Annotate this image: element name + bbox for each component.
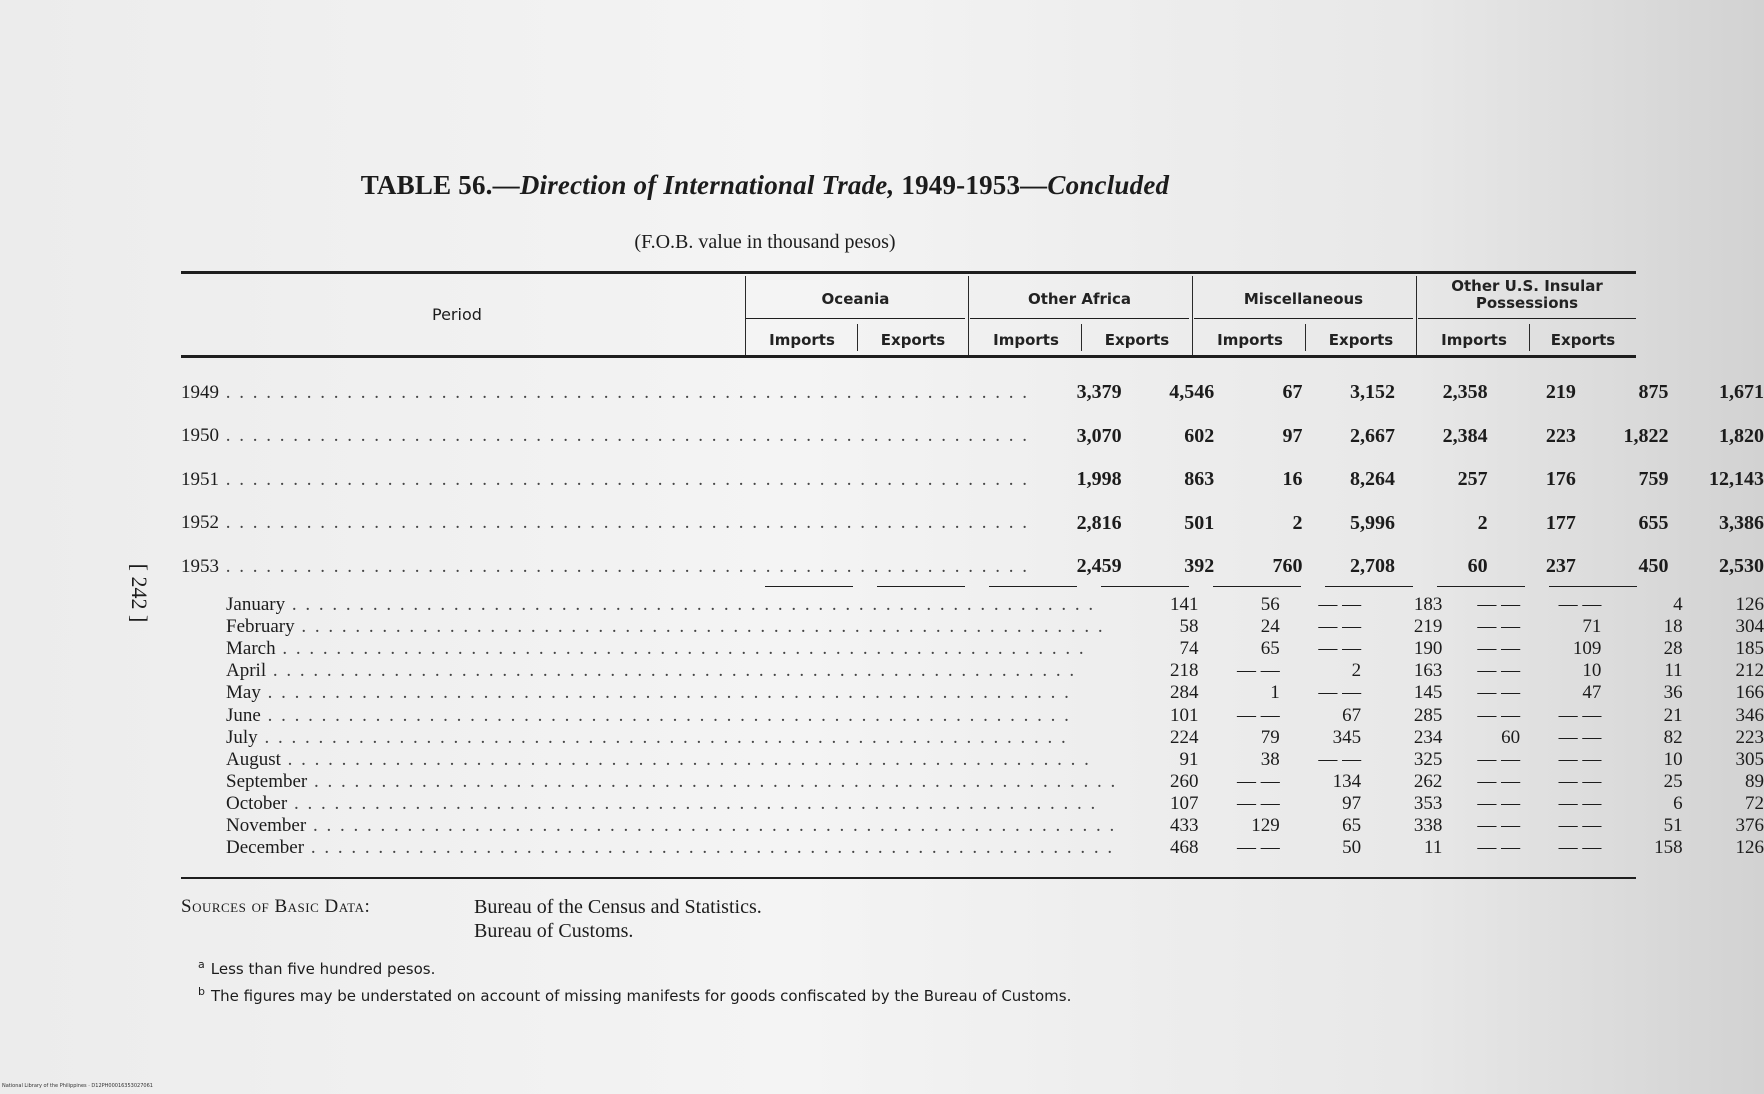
value-cell: 760 — [1272, 555, 1303, 578]
row-label — [181, 727, 1117, 749]
value-cell: 47 — [1582, 682, 1602, 704]
row-label — [181, 704, 1117, 726]
value-cell: 65 — [1260, 638, 1280, 660]
value-cell: 285 — [1413, 704, 1443, 726]
value-cell: 166 — [1735, 682, 1764, 704]
col-divider — [968, 276, 969, 355]
value-cell: 67 — [1282, 381, 1303, 404]
value-cell: — — — [1558, 770, 1602, 792]
period-name: July — [226, 726, 258, 748]
subtotal-underline — [1213, 586, 1301, 587]
value-cell: 65 — [1342, 814, 1362, 836]
subheader-exports: Exports — [1328, 331, 1394, 349]
source-line: Bureau of the Census and Statistics. — [474, 896, 762, 918]
leader-dots: . . . . . . . . . . . . . . . . . . . . . . . . . . . . . . . . . . . . . . . . . . . . . . . . . . . . . . . . . . . . — [266, 660, 1077, 682]
value-cell: — — — [1558, 594, 1602, 616]
value-cell: 79 — [1260, 726, 1280, 748]
period-name: February — [226, 616, 295, 638]
value-cell: 1,998 — [1076, 468, 1122, 491]
subtotal-underline — [1549, 586, 1637, 587]
value-cell: 1,822 — [1623, 424, 1669, 447]
subtotal-underline — [1325, 586, 1413, 587]
period-name: January — [226, 594, 286, 616]
period-name: 1952 — [181, 512, 219, 534]
value-cell: 97 — [1342, 792, 1362, 814]
row-label — [181, 415, 1029, 459]
period-name: August — [226, 748, 281, 770]
value-cell: 3,386 — [1719, 511, 1764, 534]
value-cell: 50 — [1342, 837, 1362, 859]
leader-dots: . . . . . . . . . . . . . . . . . . . . . . . . . . . . . . . . . . . . . . . . . . . . . . . . . . . . . . . . . . . . — [219, 425, 1029, 447]
value-cell: 74 — [1179, 638, 1199, 660]
value-cell: 305 — [1735, 748, 1764, 770]
value-cell: 89 — [1745, 770, 1764, 792]
header-bottom-rule — [181, 355, 1636, 358]
value-cell: — — — [1237, 837, 1280, 859]
subheader-exports: Exports — [880, 331, 946, 349]
monthly-row — [181, 682, 1764, 704]
value-cell: 2 — [1292, 511, 1303, 534]
row-label — [181, 502, 1029, 546]
value-cell: 97 — [1282, 424, 1303, 447]
monthly-row — [181, 837, 1764, 859]
row-label — [181, 837, 1117, 859]
value-cell: 60 — [1501, 726, 1521, 748]
value-cell: — — — [1558, 748, 1602, 770]
period-name: 1953 — [181, 555, 219, 577]
leader-dots: . . . . . . . . . . . . . . . . . . . . . . . . . . . . . . . . . . . . . . . . . . . . . . . . . . . . . . . . . . . . — [257, 726, 1068, 748]
value-cell: 345 — [1332, 726, 1362, 748]
value-cell: 1 — [1270, 682, 1280, 704]
value-cell: 109 — [1572, 638, 1602, 660]
subtotal-underline — [1437, 586, 1525, 587]
value-cell: 2 — [1351, 660, 1362, 682]
value-cell: 38 — [1260, 748, 1280, 770]
col-divider — [1416, 276, 1417, 355]
monthly-row — [181, 771, 1764, 793]
subtotal-underline — [989, 586, 1077, 587]
group-header-insular-possessions: Other U.S. Insular Possessions — [1451, 277, 1603, 312]
monthly-row — [181, 815, 1764, 837]
value-cell: 183 — [1413, 594, 1443, 616]
value-cell: — — — [1318, 594, 1362, 616]
leader-dots: . . . . . . . . . . . . . . . . . . . . . . . . . . . . . . . . . . . . . . . . . . . . . . . . . . . . . . . . . . . . — [219, 468, 1029, 490]
value-cell: — — — [1477, 660, 1521, 682]
value-cell: — — — [1558, 726, 1602, 748]
value-cell: 376 — [1735, 814, 1764, 836]
value-cell: 2,530 — [1719, 555, 1764, 578]
value-cell: — — — [1237, 660, 1280, 682]
value-cell: 224 — [1170, 726, 1199, 748]
value-cell: 67 — [1342, 704, 1362, 726]
table-subtitle: (F.O.B. value in thousand pesos) — [634, 231, 896, 253]
value-cell: 257 — [1457, 468, 1488, 491]
value-cell: 72 — [1745, 792, 1764, 814]
group-underline-insular — [1418, 318, 1636, 319]
annual-row — [181, 545, 1764, 589]
value-cell: — — — [1318, 616, 1362, 638]
value-cell: 346 — [1735, 704, 1764, 726]
page-number: [ 242 ] — [127, 563, 152, 623]
row-label — [181, 771, 1117, 793]
annual-rows — [181, 371, 1764, 589]
library-strip: National Library of the Philippines · D12PH00016353027061 — [2, 1083, 153, 1089]
annual-trade-table — [181, 371, 1764, 589]
leader-dots: . . . . . . . . . . . . . . . . . . . . . . . . . . . . . . . . . . . . . . . . . . . . . . . . . . . . . . . . . . . . — [306, 814, 1117, 836]
subtotal-underline — [1101, 586, 1189, 587]
row-label — [181, 371, 1029, 415]
value-cell: 163 — [1413, 660, 1443, 682]
value-cell: 325 — [1413, 748, 1443, 770]
sources-label: Sources of Basic Data: — [181, 896, 371, 917]
group-underline-miscellaneous — [1194, 318, 1413, 319]
value-cell: 185 — [1735, 638, 1764, 660]
monthly-row — [181, 594, 1764, 616]
value-cell: 218 — [1170, 660, 1199, 682]
period-name: December — [226, 837, 305, 859]
value-cell: 392 — [1184, 555, 1215, 578]
value-cell: 223 — [1735, 726, 1764, 748]
value-cell: 1,671 — [1719, 381, 1764, 404]
row-label — [181, 660, 1117, 682]
value-cell: — — — [1558, 792, 1602, 814]
group-header-other-africa: Other Africa — [1027, 290, 1132, 308]
value-cell: 212 — [1735, 660, 1764, 682]
value-cell: 18 — [1663, 616, 1683, 638]
value-cell: 260 — [1170, 770, 1199, 792]
value-cell: 60 — [1467, 555, 1488, 578]
monthly-row — [181, 704, 1764, 726]
period-name: 1950 — [181, 425, 219, 447]
value-cell: — — — [1477, 594, 1521, 616]
value-cell: 2,816 — [1076, 511, 1122, 534]
period-name: 1951 — [181, 468, 219, 490]
value-cell: 3,070 — [1076, 424, 1122, 447]
row-label — [181, 594, 1117, 616]
value-cell: 2,384 — [1442, 424, 1488, 447]
value-cell: — — — [1318, 748, 1362, 770]
value-cell: 190 — [1413, 638, 1443, 660]
annual-row — [181, 415, 1764, 459]
value-cell: 177 — [1545, 511, 1576, 534]
value-cell: 353 — [1413, 792, 1443, 814]
value-cell: 219 — [1545, 381, 1576, 404]
value-cell: 5,996 — [1350, 511, 1396, 534]
value-cell: 82 — [1663, 726, 1683, 748]
value-cell: 2,667 — [1350, 424, 1396, 447]
annual-row — [181, 458, 1764, 502]
monthly-trade-table — [181, 594, 1764, 859]
leader-dots: . . . . . . . . . . . . . . . . . . . . . . . . . . . . . . . . . . . . . . . . . . . . . . . . . . . . . . . . . . . . — [275, 638, 1086, 660]
subheader-imports: Imports — [1217, 331, 1283, 349]
value-cell: 6 — [1673, 792, 1683, 814]
header-top-rule — [181, 271, 1636, 274]
value-cell: 759 — [1638, 468, 1669, 491]
monthly-row — [181, 749, 1764, 771]
value-cell: 107 — [1170, 792, 1199, 814]
row-label — [181, 682, 1117, 704]
leader-dots: . . . . . . . . . . . . . . . . . . . . . . . . . . . . . . . . . . . . . . . . . . . . . . . . . . . . . . . . . . . . — [304, 837, 1115, 859]
value-cell: 56 — [1260, 594, 1280, 616]
value-cell: — — — [1558, 837, 1602, 859]
row-label — [181, 793, 1117, 815]
value-cell: 24 — [1260, 616, 1280, 638]
value-cell: 21 — [1663, 704, 1683, 726]
period-name: 1949 — [181, 381, 219, 403]
value-cell: — — — [1318, 638, 1362, 660]
value-cell: 141 — [1170, 594, 1199, 616]
col-divider — [1192, 276, 1193, 355]
period-name: May — [226, 682, 261, 704]
row-label — [181, 545, 1029, 589]
value-cell: 262 — [1413, 770, 1443, 792]
value-cell: 91 — [1179, 748, 1199, 770]
source-line: Bureau of Customs. — [474, 920, 634, 942]
subtotal-underline — [877, 586, 965, 587]
value-cell: 10 — [1582, 660, 1602, 682]
monthly-row — [181, 660, 1764, 682]
value-cell: 58 — [1179, 616, 1199, 638]
value-cell: 51 — [1663, 814, 1683, 836]
value-cell: — — — [1237, 770, 1280, 792]
period-name: March — [226, 638, 276, 660]
value-cell: 450 — [1638, 555, 1669, 578]
value-cell: 176 — [1545, 468, 1576, 491]
value-cell: — — — [1558, 704, 1602, 726]
subheader-imports: Imports — [1441, 331, 1507, 349]
group-header-miscellaneous: Miscellaneous — [1243, 290, 1364, 308]
period-name: June — [226, 704, 261, 726]
value-cell: — — — [1477, 792, 1521, 814]
value-cell: 36 — [1663, 682, 1683, 704]
value-cell: 126 — [1735, 837, 1764, 859]
page-title: TABLE 56.—Direction of International Trade, 1949-1953—Concluded — [360, 170, 1170, 200]
value-cell: 134 — [1332, 770, 1362, 792]
subtotal-underline — [765, 586, 853, 587]
leader-dots: . . . . . . . . . . . . . . . . . . . . . . . . . . . . . . . . . . . . . . . . . . . . . . . . . . . . . . . . . . . . — [219, 381, 1029, 403]
value-cell: 2,708 — [1350, 555, 1396, 578]
value-cell: 304 — [1735, 616, 1764, 638]
value-cell: 126 — [1735, 594, 1764, 616]
period-header: Period — [432, 305, 482, 324]
group-header-oceania: Oceania — [821, 290, 890, 308]
value-cell: 3,152 — [1350, 381, 1396, 404]
row-label — [181, 638, 1117, 660]
group-underline-other-africa — [970, 318, 1189, 319]
footnote-a: $^a$ Less than five hundred pesos. — [198, 958, 436, 978]
value-cell: 433 — [1170, 814, 1199, 836]
period-name: April — [226, 660, 267, 682]
value-cell: 2 — [1477, 511, 1488, 534]
value-cell: 4,546 — [1169, 381, 1215, 404]
value-cell: — — — [1477, 682, 1521, 704]
value-cell: 11 — [1664, 660, 1683, 682]
value-cell: 223 — [1545, 424, 1576, 447]
subheader-imports: Imports — [769, 331, 835, 349]
period-name: September — [226, 770, 308, 792]
value-cell: 101 — [1170, 704, 1199, 726]
value-cell: — — — [1477, 837, 1521, 859]
row-label — [181, 616, 1117, 638]
leader-dots: . . . . . . . . . . . . . . . . . . . . . . . . . . . . . . . . . . . . . . . . . . . . . . . . . . . . . . . . . . . . — [285, 594, 1096, 616]
leader-dots: . . . . . . . . . . . . . . . . . . . . . . . . . . . . . . . . . . . . . . . . . . . . . . . . . . . . . . . . . . . . — [260, 704, 1071, 726]
value-cell: — — — [1237, 792, 1280, 814]
annual-row — [181, 502, 1764, 546]
row-label — [181, 458, 1029, 502]
monthly-rows — [181, 594, 1764, 859]
value-cell: 4 — [1673, 594, 1683, 616]
row-label — [181, 749, 1117, 771]
value-cell: 16 — [1282, 468, 1303, 491]
value-cell: 863 — [1184, 468, 1215, 491]
leader-dots: . . . . . . . . . . . . . . . . . . . . . . . . . . . . . . . . . . . . . . . . . . . . . . . . . . . . . . . . . . . . — [219, 512, 1029, 534]
monthly-row — [181, 638, 1764, 660]
value-cell: 875 — [1638, 381, 1669, 404]
value-cell: 145 — [1413, 682, 1443, 704]
period-name: October — [226, 792, 288, 814]
value-cell: 655 — [1638, 511, 1669, 534]
value-cell: — — — [1477, 638, 1521, 660]
value-cell: 3,379 — [1076, 381, 1122, 404]
value-cell: 237 — [1545, 555, 1576, 578]
leader-dots: . . . . . . . . . . . . . . . . . . . . . . . . . . . . . . . . . . . . . . . . . . . . . . . . . . . . . . . . . . . . — [280, 748, 1091, 770]
value-cell: 12,143 — [1709, 468, 1764, 491]
value-cell: 2,459 — [1076, 555, 1122, 578]
value-cell: 468 — [1170, 837, 1199, 859]
value-cell: — — — [1318, 682, 1362, 704]
leader-dots: . . . . . . . . . . . . . . . . . . . . . . . . . . . . . . . . . . . . . . . . . . . . . . . . . . . . . . . . . . . . — [294, 616, 1105, 638]
value-cell: — — — [1558, 814, 1602, 836]
leader-dots: . . . . . . . . . . . . . . . . . . . . . . . . . . . . . . . . . . . . . . . . . . . . . . . . . . . . . . . . . . . . — [287, 792, 1098, 814]
value-cell: 8,264 — [1350, 468, 1396, 491]
value-cell: 501 — [1184, 511, 1215, 534]
leader-dots: . . . . . . . . . . . . . . . . . . . . . . . . . . . . . . . . . . . . . . . . . . . . . . . . . . . . . . . . . . . . — [260, 682, 1071, 704]
value-cell: 234 — [1413, 726, 1443, 748]
monthly-row — [181, 793, 1764, 815]
value-cell: 219 — [1413, 616, 1443, 638]
value-cell: — — — [1477, 814, 1521, 836]
value-cell: — — — [1237, 704, 1280, 726]
value-cell: 284 — [1170, 682, 1199, 704]
value-cell: 11 — [1424, 837, 1443, 859]
value-cell: 602 — [1184, 424, 1215, 447]
value-cell: 2,358 — [1442, 381, 1488, 404]
value-cell: 28 — [1663, 638, 1683, 660]
value-cell: 25 — [1663, 770, 1683, 792]
annual-row — [181, 371, 1764, 415]
value-cell: — — — [1477, 616, 1521, 638]
monthly-row — [181, 727, 1764, 749]
monthly-row — [181, 616, 1764, 638]
footnote-b: $^b$ The figures may be understated on account of missing manifests for goods confiscated by the Bureau of Customs. — [198, 985, 1072, 1005]
subheader-exports: Exports — [1550, 331, 1616, 349]
value-cell: — — — [1477, 748, 1521, 770]
value-cell: 71 — [1582, 616, 1602, 638]
value-cell: 158 — [1654, 837, 1683, 859]
value-cell: 129 — [1251, 814, 1280, 836]
period-name: November — [226, 814, 307, 836]
value-cell: 10 — [1663, 748, 1683, 770]
value-cell: — — — [1477, 770, 1521, 792]
value-cell: — — — [1477, 704, 1521, 726]
subheader-exports: Exports — [1104, 331, 1170, 349]
value-cell: 338 — [1413, 814, 1443, 836]
group-underline-oceania — [746, 318, 965, 319]
subheader-imports: Imports — [993, 331, 1059, 349]
leader-dots: . . . . . . . . . . . . . . . . . . . . . . . . . . . . . . . . . . . . . . . . . . . . . . . . . . . . . . . . . . . . — [219, 555, 1029, 577]
row-label — [181, 815, 1117, 837]
table-bottom-rule — [181, 877, 1636, 879]
leader-dots: . . . . . . . . . . . . . . . . . . . . . . . . . . . . . . . . . . . . . . . . . . . . . . . . . . . . . . . . . . . . — [307, 770, 1118, 792]
value-cell: 1,820 — [1719, 424, 1764, 447]
